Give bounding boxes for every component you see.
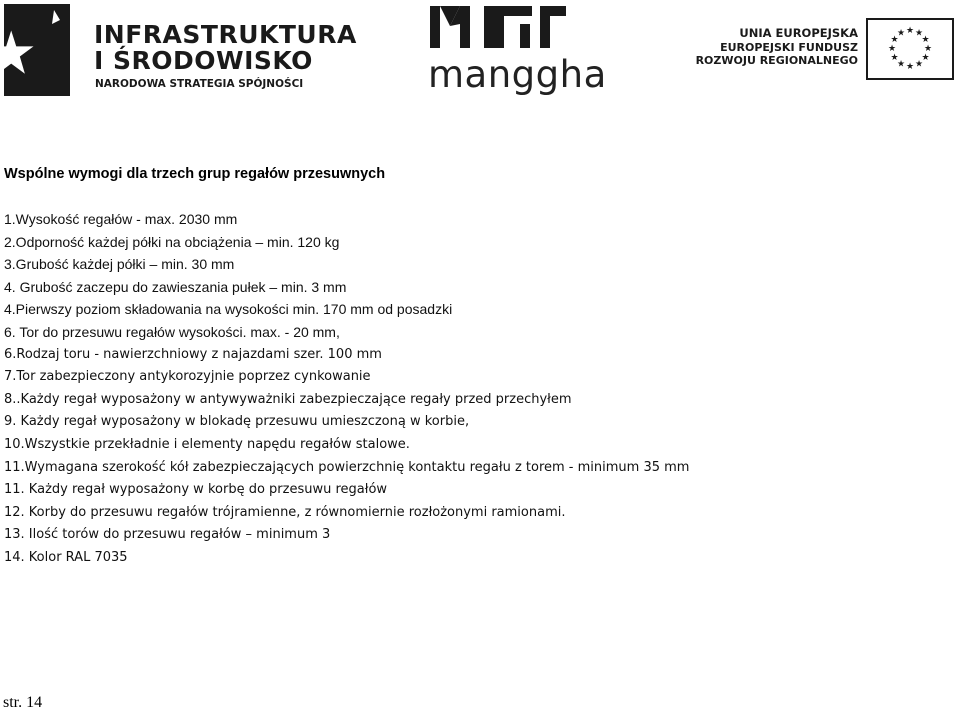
eu-regional-fund-logo (695, 14, 958, 84)
list-item: 3.Grubość każdej półki – min. 30 mm (4, 256, 235, 273)
requirements-list (4, 208, 689, 570)
svg-text:★: ★ (921, 35, 930, 45)
list-item: 11.Wymagana szerokość kół zabezpieczających powierzchnię kontaktu regału z torem - minimum 35 mm (4, 459, 690, 475)
svg-text:★: ★ (921, 53, 930, 63)
star-emblem-icon (2, 2, 72, 98)
eu-flag-icon (866, 18, 954, 80)
svg-text:★: ★ (896, 59, 906, 70)
eu-logo-text (696, 26, 858, 68)
manggha-mark-icon (428, 2, 568, 54)
svg-text:★: ★ (905, 26, 915, 36)
svg-text:★: ★ (914, 59, 924, 70)
manggha-wordmark: manggha (428, 53, 607, 96)
list-item: 12. Korby do przesuwu regałów trójramienne, z równomiernie rozłożonymi ramionami. (4, 504, 566, 520)
manggha-logo (422, 0, 607, 100)
list-item: 13. Ilość torów do przesuwu regałów – minimum 3 (4, 527, 331, 543)
page-number: str. 14 (3, 694, 43, 711)
eu-line-2: EUROPEJSKI FUNDUSZ (720, 41, 858, 54)
list-item: 6. Tor do przesuwu regałów wysokości. max. - 20 mm, (4, 323, 340, 340)
eu-line-3: ROZWOJU REGIONALNEGO (695, 54, 858, 67)
list-item: 11. Każdy regał wyposażony w korbę do przesuwu regałów (4, 482, 388, 498)
list-item: 4. Grubość zaczepu do zawieszania pułek – min. 3 mm (4, 278, 347, 295)
svg-text:★: ★ (914, 28, 924, 39)
logo-line-1: INFRASTRUKTURA (94, 20, 357, 49)
document-heading: Wspólne wymogi dla trzech grup regałów przesuwnych (4, 166, 386, 182)
list-item: 8..Każdy regał wyposażony w antywyważniki zabezpieczające regały przed przechyłem (4, 391, 572, 407)
eu-line-1: UNIA EUROPEJSKA (739, 26, 858, 40)
svg-text:★: ★ (896, 28, 906, 39)
svg-text:★: ★ (887, 44, 897, 54)
svg-text:★: ★ (890, 53, 899, 63)
svg-text:★: ★ (923, 44, 933, 54)
list-item: 4.Pierwszy poziom składowania na wysokości min. 170 mm od posadzki (4, 301, 453, 318)
svg-text:★: ★ (905, 62, 915, 72)
list-item: 6.Rodzaj toru - nawierzchniowy z najazdami szer. 100 mm (4, 346, 382, 362)
list-item: 1.Wysokość regałów - max. 2030 mm (4, 211, 238, 227)
logo-line-3: NARODOWA STRATEGIA SPÓJNOŚCI (95, 78, 304, 90)
logo-line-2: I ŚRODOWISKO (94, 46, 313, 75)
list-item: 14. Kolor RAL 7035 (4, 549, 128, 565)
list-item: 9. Każdy regał wyposażony w blokadę przesuwu umieszczoną w korbie, (4, 414, 470, 430)
list-item: 7.Tor zabezpieczony antykorozyjnie poprzez cynkowanie (4, 369, 371, 385)
list-item: 10.Wszystkie przekładnie i elementy napędu regałów stalowe. (4, 436, 410, 452)
infrastruktura-i-srodowisko-logo (2, 0, 357, 100)
list-item: 2.Odporność każdej półki na obciążenia – min. 120 kg (4, 233, 340, 250)
svg-text:★: ★ (890, 35, 899, 45)
